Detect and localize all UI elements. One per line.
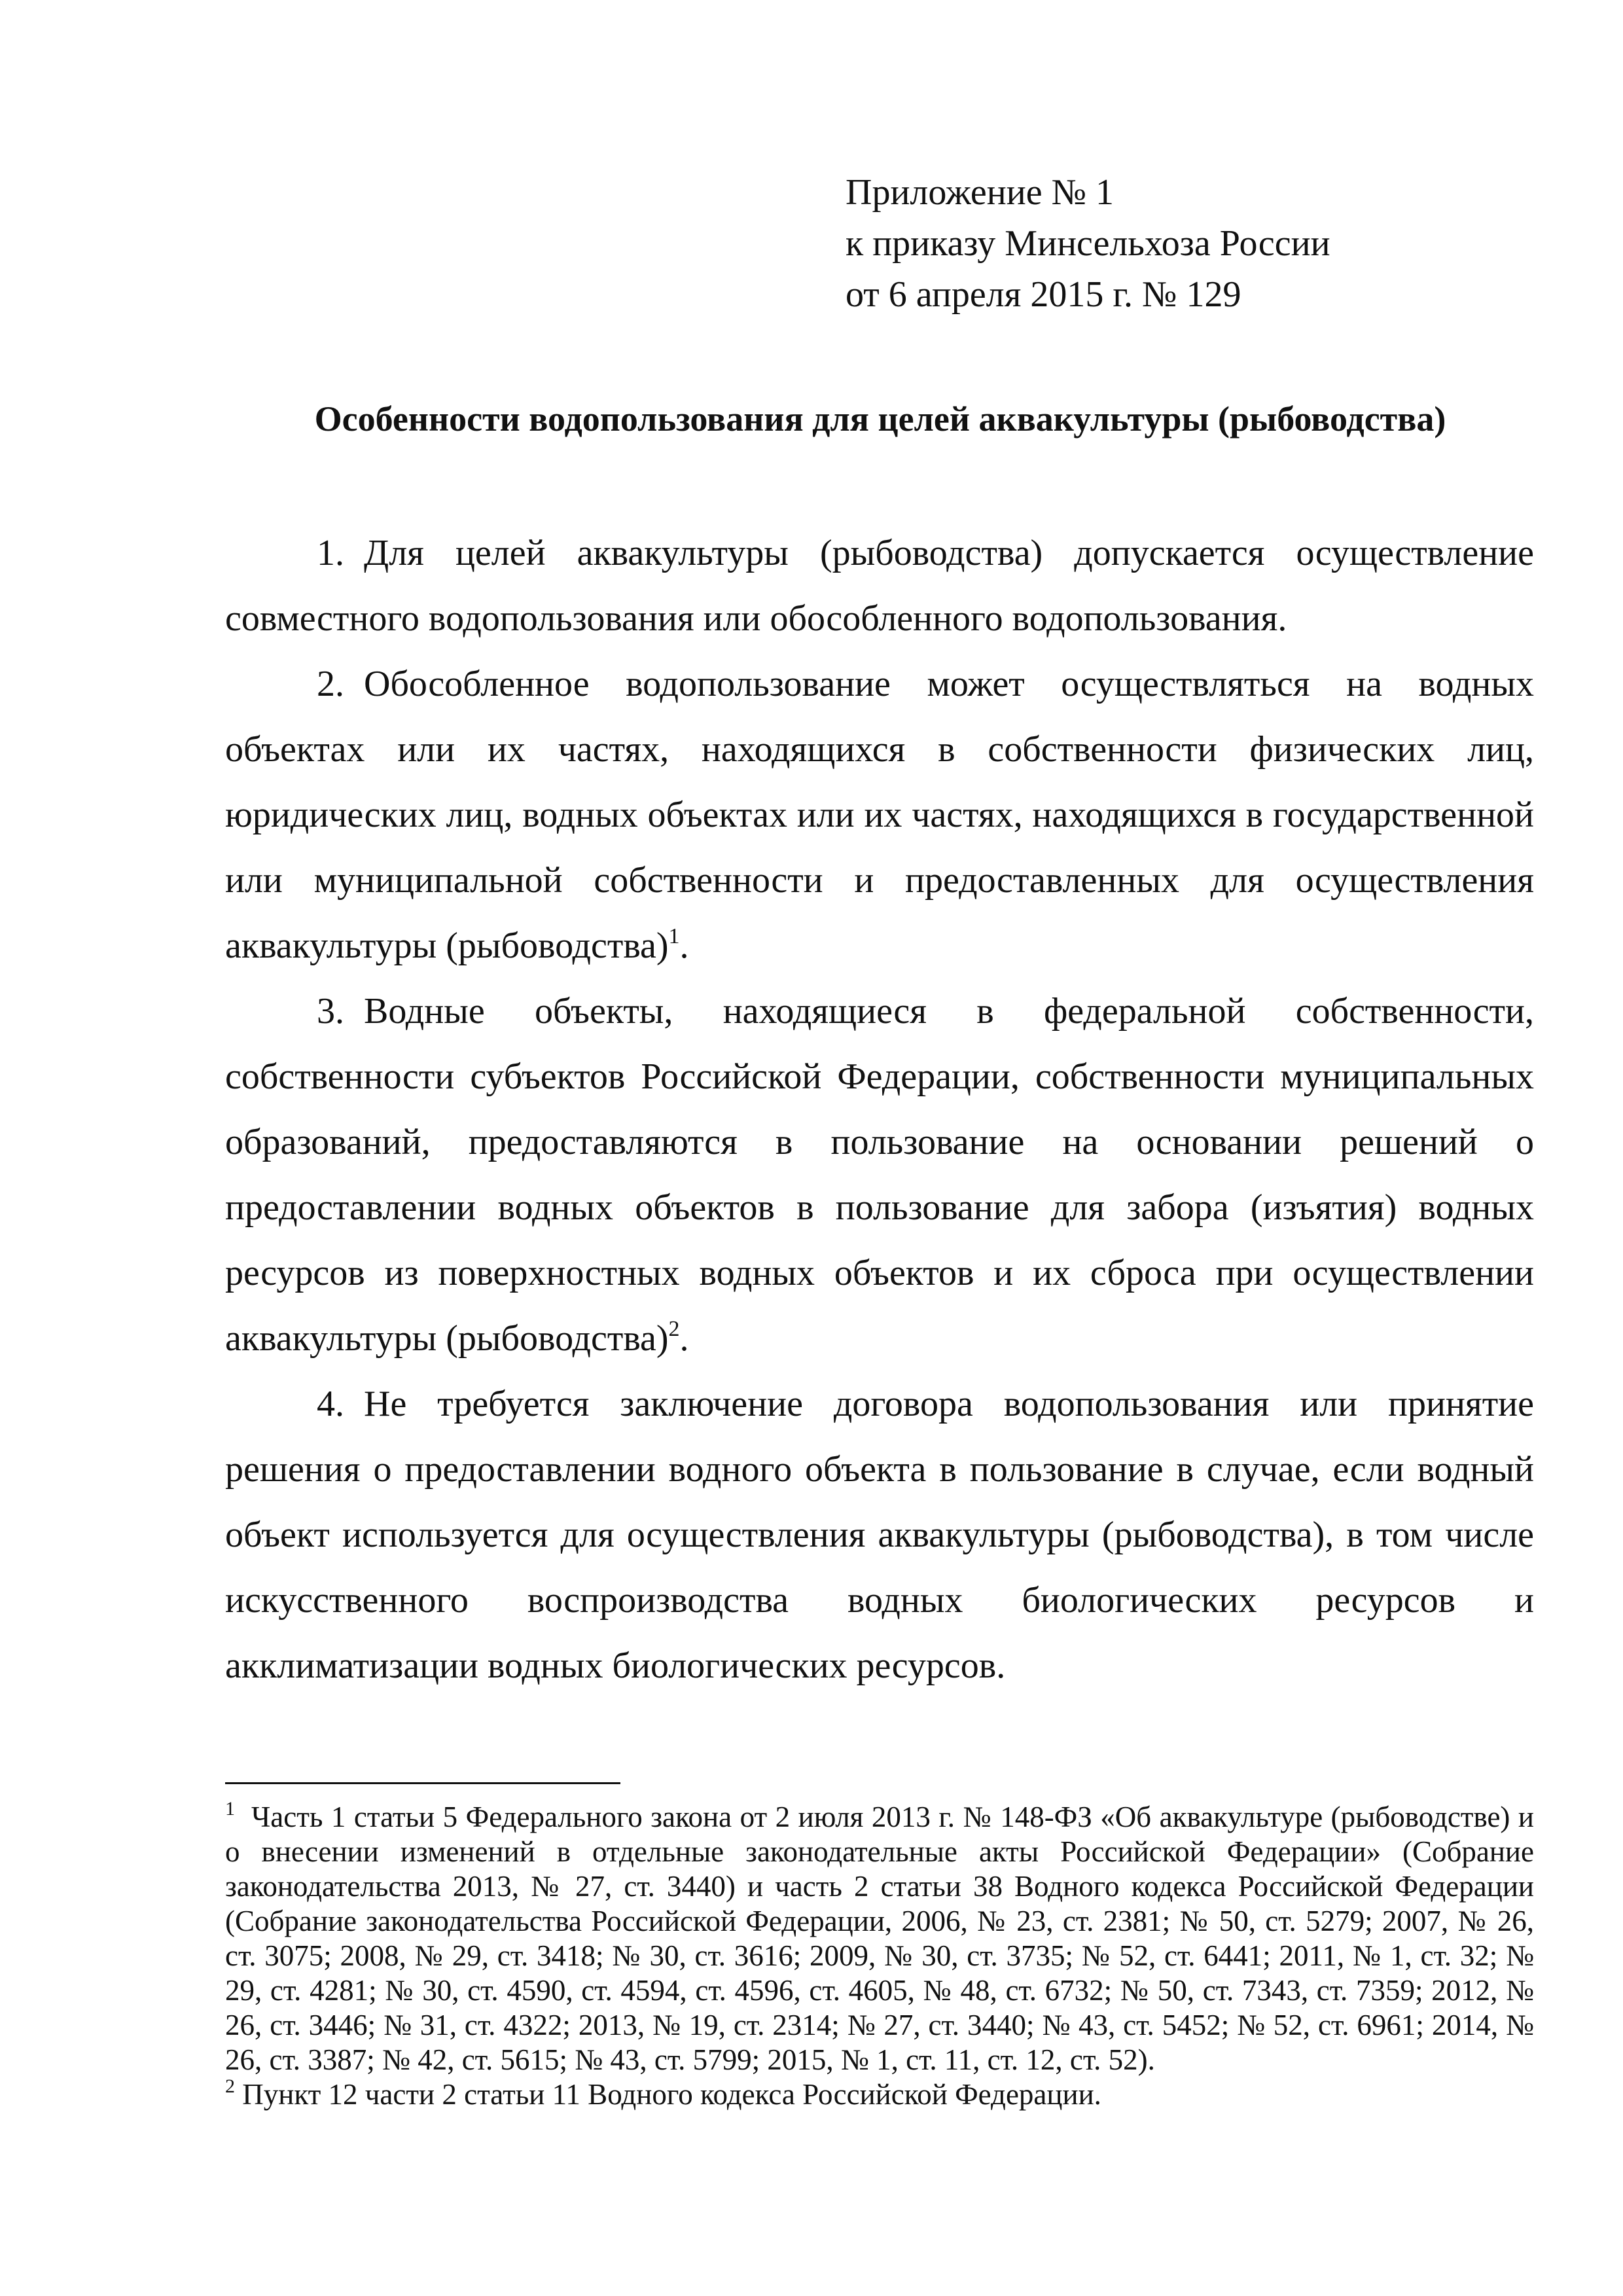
appendix-line-3: от 6 апреля 2015 г. № 129 xyxy=(846,274,1241,315)
footnote-reference[interactable]: 2 xyxy=(668,1317,680,1341)
paragraph-number: 3. xyxy=(317,991,344,1031)
paragraph-2 xyxy=(225,651,1534,978)
paragraph-text: Водные объекты, находящиеся в федеральной собственности, собственности субъектов Российской Федерации, собственности муниципальных образований, предоставляются в пользование на основании решений о предоставлении водных объектов в пользование для забора (изъятия) водных ресурсов из поверхностных водных объектов и их сброса при осуществлении аквакультуры (рыбоводства) xyxy=(225,991,1534,1359)
paragraph-number: 2. xyxy=(317,664,344,704)
paragraph-1 xyxy=(225,520,1534,651)
appendix-line-2: к приказу Минсельхоза России xyxy=(846,223,1330,264)
footnote-separator xyxy=(225,1782,620,1784)
footnote-mark: 2 xyxy=(225,2075,235,2097)
paragraph-tail: . xyxy=(679,1318,689,1359)
paragraph-number: 4. xyxy=(317,1384,344,1424)
footnote-text: Пункт 12 части 2 статьи 11 Водного кодекса Российской Федерации. xyxy=(242,2078,1101,2111)
footnotes-section xyxy=(225,1800,1534,2112)
document-body xyxy=(225,520,1534,1698)
paragraph-tail: . xyxy=(679,925,689,966)
appendix-line-1: Приложение № 1 xyxy=(846,172,1114,213)
paragraph-text: Для целей аквакультуры (рыбоводства) допускается осуществление совместного водопользования или обособленного водопользования. xyxy=(225,533,1534,639)
footnote-text: Часть 1 статьи 5 Федерального закона от 2 июля 2013 г. № 148-ФЗ «Об аквакультуре (рыбоводстве) и о внесении изменений в отдельные законодательные акты Российской Федерации» (Собрание законодательства 2013, № 27, ст. 3440) и часть 2 статьи 38 Водного кодекса Российской Федерации (Собрание законодательства Российской Федерации, 2006, № 23, ст. 2381; № 50, ст. 5279; 2007, № 26, ст. 3075; 2008, № 29, ст. 3418; № 30, ст. 3616; 2009, № 30, ст. 3735; № 52, ст. 6441; 2011, № 1, ст. 32; № 29, ст. 4281; № 30, ст. 4590, ст. 4594, ст. 4596, ст. 4605, № 48, ст. 6732; № 50, ст. 7343, ст. 7359; 2012, № 26, ст. 3446; № 31, ст. 4322; 2013, № 19, ст. 2314; № 27, ст. 3440; № 43, ст. 5452; № 52, ст. 6961; 2014, № 26, ст. 3387; № 42, ст. 5615; № 43, ст. 5799; 2015, № 1, ст. 11, ст. 12, ст. 52). xyxy=(225,1801,1534,2076)
paragraph-number: 1. xyxy=(317,533,344,573)
paragraph-text: Не требуется заключение договора водопользования или принятие решения о предоставлении водного объекта в пользование в случае, если водный объект используется для осуществления аквакультуры (рыбоводства), в том числе искусственного воспроизводства водных биологических ресурсов и акклиматизации водных биологических ресурсов. xyxy=(225,1384,1534,1686)
document-title: Особенности водопользования для целей аквакультуры (рыбоводства) xyxy=(314,399,1446,439)
footnote-reference[interactable]: 1 xyxy=(668,924,680,948)
footnote-1: $^1$ Часть 1 статьи 5 Федерального закона от 2 июля 2013 г. № 148-ФЗ «Об аквакультуре (рыбоводстве) и о внесении изменений в отдельные законодательные акты Российской Федерации» (Собрание законодательства 2013, № 27, ст. 3440) и часть 2 статьи 38 Водного кодекса Российской Федерации (Собрание законодательства Российской Федерации, 2006, № 23, ст. 2381; № 50, ст. 5279; 2007, № 26, ст. 3075; 2008, № 29, ст. 3418; № 30, ст. 3616; 2009, № 30, ст. 3735; № 52, ст. 6441; 2011, № 1, ст. 32; № 29, ст. 4281; № 30, ст. 4590, ст. 4594, ст. 4596, ст. 4605, № 48, ст. 6732; № 50, ст. 7343, ст. 7359; 2012, № 26, ст. 3446; № 31, ст. 4322; 2013, № 19, ст. 2314; № 27, ст. 3440; № 43, ст. 5452; № 52, ст. 6961; 2014, № 26, ст. 3387; № 42, ст. 5615; № 43, ст. 5799; 2015, № 1, ст. 11, ст. 12, ст. 52). xyxy=(225,1798,1534,2076)
paragraph-3 xyxy=(225,978,1534,1371)
paragraph-text: Обособленное водопользование может осуществляться на водных объектах или их частях, находящихся в собственности физических лиц, юридических лиц, водных объектах или их частях, находящихся в государственной или муниципальной собственности и предоставленных для осуществления аквакультуры (рыбоводства) xyxy=(225,664,1534,966)
footnote-2 xyxy=(225,2077,1534,2112)
appendix-header xyxy=(846,167,1533,320)
paragraph-4 xyxy=(225,1371,1534,1698)
